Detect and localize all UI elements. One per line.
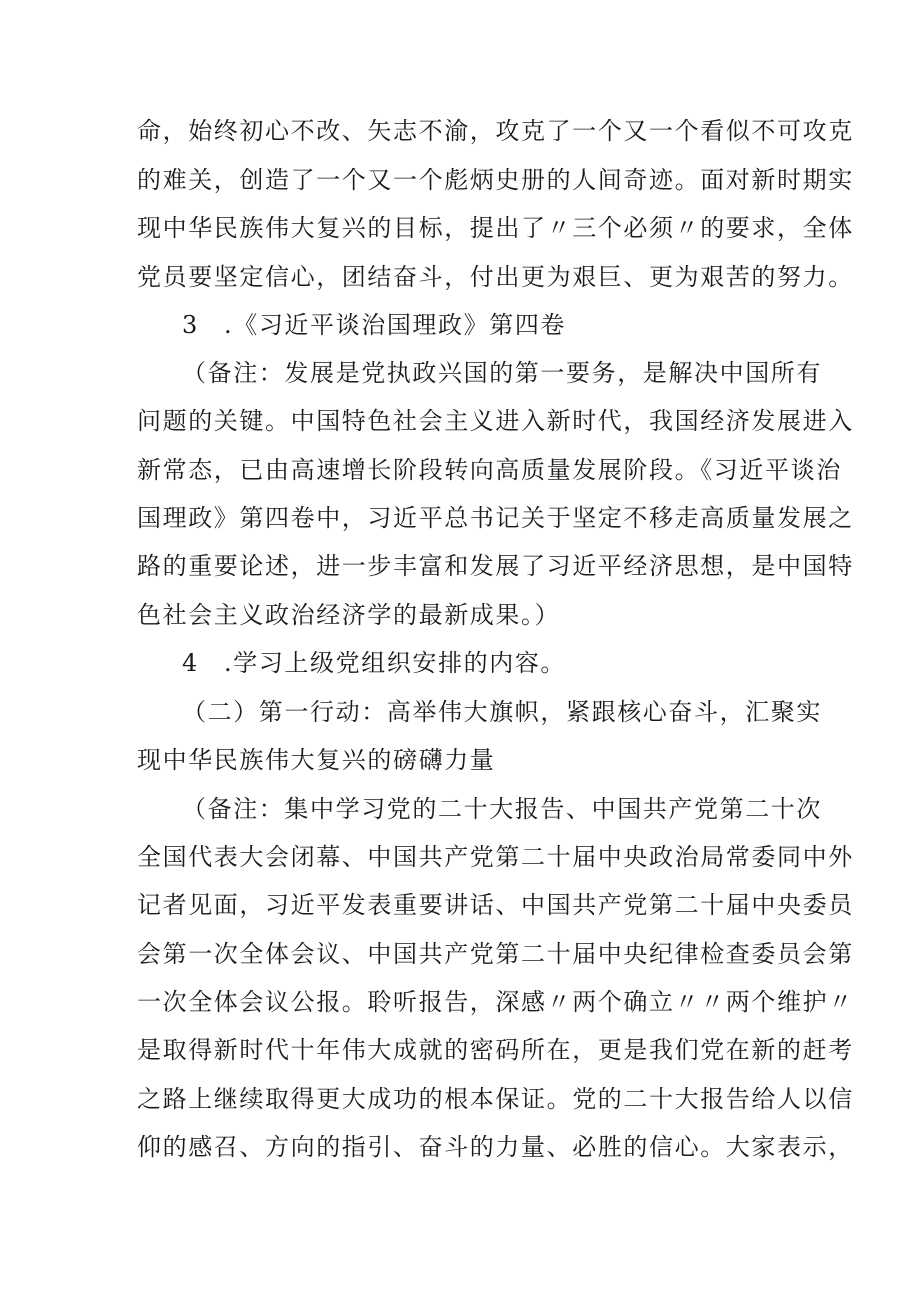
paragraph-line: 现中华民族伟大复兴的目标，提出了〃三个必须〃的要求，全体: [137, 214, 854, 242]
note-line: 记者见面，习近平发表重要讲话、中国共产党第二十届中央委员: [137, 891, 854, 919]
note-line: 路的重要论述，进一步丰富和发展了习近平经济思想，是中国特: [137, 552, 854, 580]
list-item-text: .学习上级党组织安排的内容。: [224, 649, 567, 677]
paragraph-line: 命，始终初心不改、矢志不渝，攻克了一个又一个看似不可攻克: [137, 117, 854, 145]
note-line: 全国代表大会闭幕、中国共产党第二十届中央政治局常委同中外: [137, 843, 854, 871]
list-item-4: [182, 648, 832, 678]
note-line: （备注：发展是党执政兴国的第一要务，是解决中国所有: [182, 359, 822, 387]
list-item-text: .《习近平谈治国理政》第四卷: [224, 311, 567, 339]
list-item-number: 3: [182, 311, 199, 339]
section-heading: （二）第一行动：高举伟大旗帜，紧跟核心奋斗，汇聚实: [182, 698, 822, 726]
note-line: 之路上继续取得更大成功的根本保证。党的二十大报告给人以信: [137, 1085, 854, 1113]
note-line: （备注：集中学习党的二十大报告、中国共产党第二十次: [182, 795, 822, 823]
paragraph-line: 党员要坚定信心，团结奋斗，付出更为艰巨、更为艰苦的努力。: [137, 263, 854, 291]
list-item-3: [182, 310, 832, 340]
note-line: 仰的感召、方向的指引、奋斗的力量、必胜的信心。大家表示，: [137, 1133, 854, 1161]
note-line: 一次全体会议公报。聆听报告，深感〃两个确立〃〃两个维护〃: [137, 988, 854, 1016]
note-line: 新常态，已由高速增长阶段转向高质量发展阶段。《习近平谈治: [137, 456, 842, 484]
paragraph-line: 的难关，创造了一个又一个彪炳史册的人间奇迹。面对新时期实: [137, 166, 854, 194]
note-line: 是取得新时代十年伟大成就的密码所在，更是我们党在新的赶考: [137, 1036, 854, 1064]
section-heading: 现中华民族伟大复兴的磅礴力量: [137, 746, 496, 774]
note-line: 色社会主义政治经济学的最新成果。）: [137, 601, 561, 629]
note-line: 问题的关键。中国特色社会主义进入新时代，我国经济发展进入: [137, 407, 854, 435]
list-item-number: 4: [182, 649, 199, 677]
note-line: 会第一次全体会议、中国共产党第二十届中央纪律检查委员会第: [137, 940, 854, 968]
note-line: 国理政》第四卷中，习近平总书记关于坚定不移走高质量发展之: [137, 504, 854, 532]
